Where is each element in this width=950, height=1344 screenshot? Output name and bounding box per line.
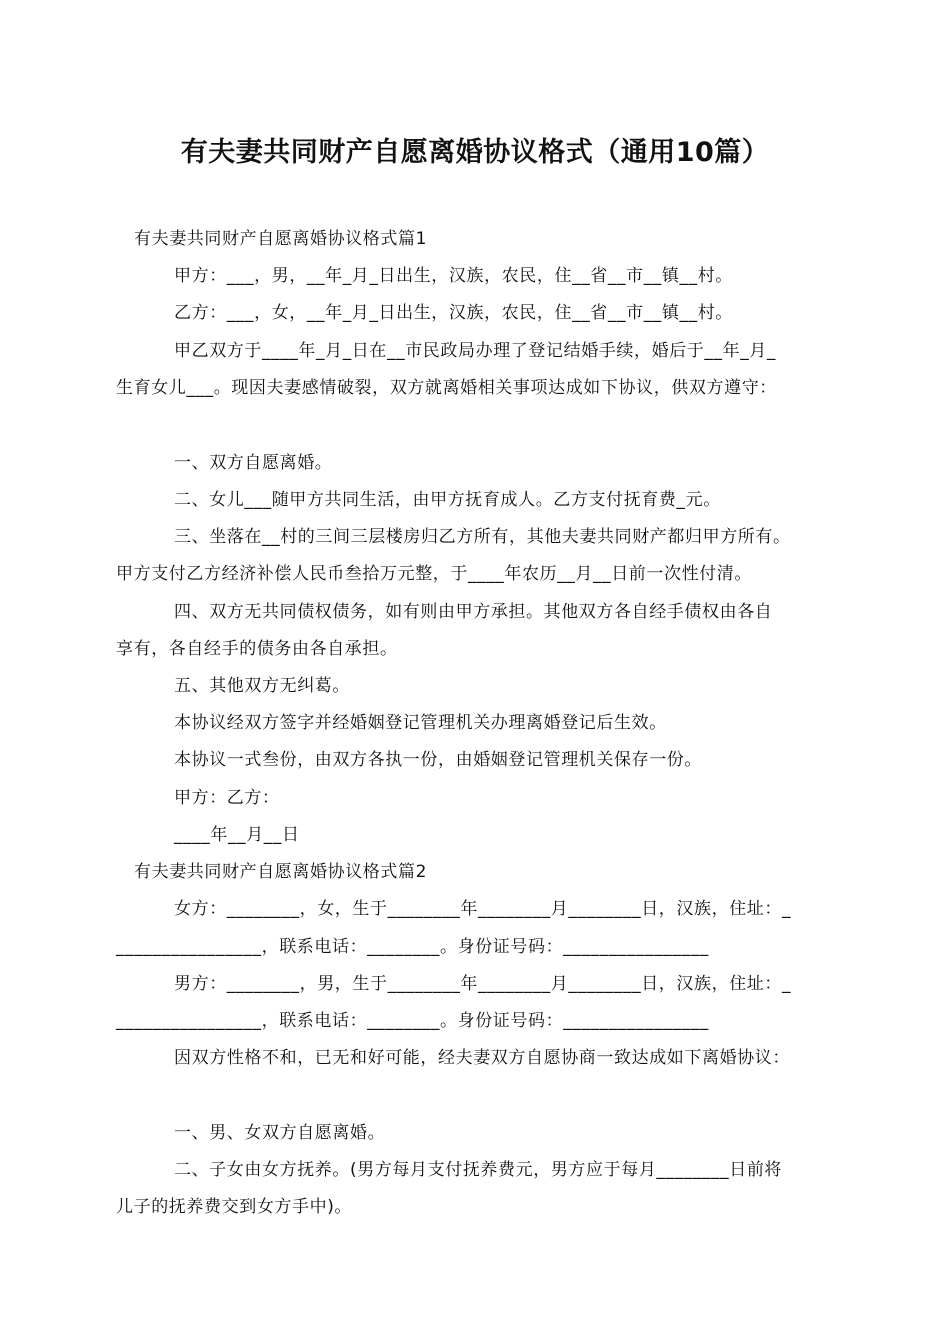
paragraph-line: 享有，各自经手的债务由各自承担。 (116, 639, 398, 659)
paragraph-line: 男方：________，男，生于________年________月________日，汉族，住址：_ (174, 974, 792, 994)
paragraph-line: 五、其他双方无纠葛。 (174, 676, 350, 696)
paragraph-line: 二、女儿___随甲方共同生活，由甲方抚育成人。乙方支付抚育费_元。 (174, 490, 721, 510)
paragraph-line: 甲方：___，男，__年_月_日出生，汉族，农民，住__省__市__镇__村。 (174, 266, 733, 286)
paragraph-line: 二、子女由女方抚养。(男方每月支付抚养费元，男方应于每月________日前将 (174, 1160, 783, 1180)
paragraph-line: 一、双方自愿离婚。 (174, 453, 333, 473)
paragraph-line: 四、双方无共同债权债务，如有则由甲方承担。其他双方各自经手债权由各自 (174, 602, 773, 622)
document-title: 有夫妻共同财产自愿离婚协议格式（通用10篇） (180, 137, 770, 168)
paragraph-line: 甲方支付乙方经济补偿人民币叁拾万元整，于____年农历__月__日前一次性付清。 (116, 564, 752, 584)
signature-line: 甲方：乙方： (174, 788, 280, 808)
paragraph-line: 一、男、女双方自愿离婚。 (174, 1123, 386, 1143)
paragraph-line: 本协议一式叁份，由双方各执一份，由婚姻登记管理机关保存一份。 (174, 750, 702, 770)
paragraph-line: 儿子的抚养费交到女方手中)。 (116, 1197, 353, 1217)
paragraph-line: 乙方：___，女，__年_月_日出生，汉族，农民，住__省__市__镇__村。 (174, 303, 733, 323)
paragraph-line: 甲乙双方于____年_月_日在__市民政局办理了登记结婚手续，婚后于__年_月_ (174, 341, 776, 361)
section-heading-2: 有夫妻共同财产自愿离婚协议格式篇2 (134, 862, 428, 882)
paragraph-line: 女方：________，女，生于________年________月________日，汉族，住址：_ (174, 899, 792, 919)
paragraph-line: ________________，联系电话：________。身份证号码：________________ (116, 937, 709, 957)
date-line: ____年__月__日 (174, 825, 300, 845)
paragraph-line: ________________，联系电话：________。身份证号码：________________ (116, 1011, 709, 1031)
paragraph-line: 因双方性格不和，已无和好可能，经夫妻双方自愿协商一致达成如下离婚协议： (174, 1048, 790, 1068)
section-heading-1: 有夫妻共同财产自愿离婚协议格式篇1 (134, 229, 428, 249)
paragraph-line: 三、坐落在__村的三间三层楼房归乙方所有，其他夫妻共同财产都归甲方所有。 (174, 527, 791, 547)
paragraph-line: 生育女儿___。现因夫妻感情破裂，双方就离婚相关事项达成如下协议，供双方遵守： (116, 378, 777, 398)
paragraph-line: 本协议经双方签字并经婚姻登记管理机关办理离婚登记后生效。 (174, 713, 667, 733)
